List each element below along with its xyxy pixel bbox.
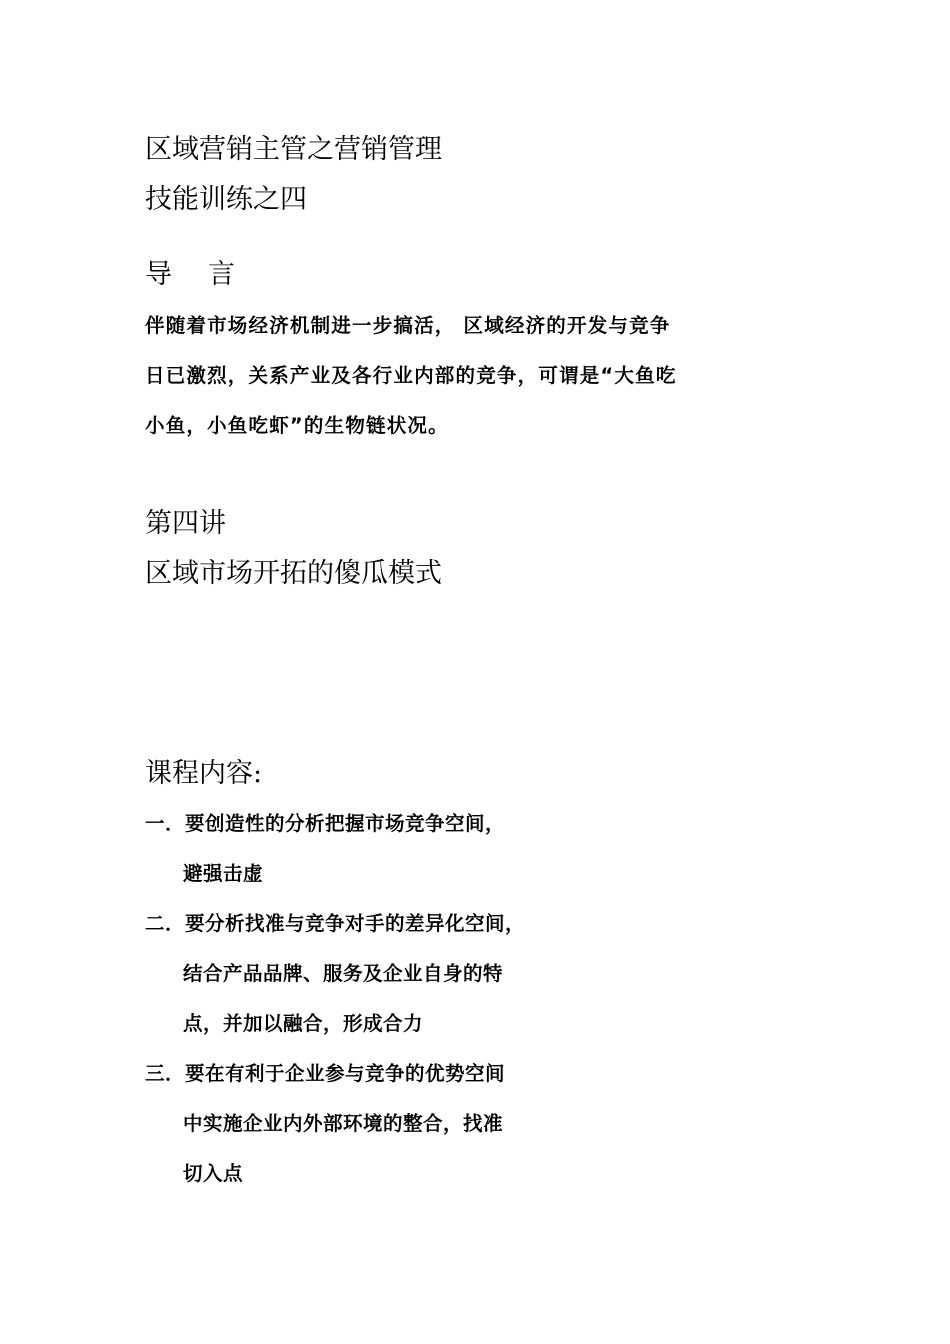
document-subtitle: 技能训练之四 <box>145 184 307 215</box>
preface-paragraph-line: 小鱼，小鱼吃虾”的生物链状况。 <box>145 414 449 437</box>
preface-heading <box>145 258 235 292</box>
course-heading: 课程内容: <box>145 758 263 789</box>
document-title: 区域营销主管之营销管理 <box>145 134 442 165</box>
preface-heading-char-1: 导 <box>145 259 172 290</box>
lecture-number: 第四讲 <box>145 508 226 539</box>
preface-heading-char-2: 言 <box>208 259 235 290</box>
course-item-3-line-3: 切入点 <box>183 1162 244 1185</box>
course-item-1-line-2: 避强击虚 <box>183 862 264 885</box>
preface-paragraph-line: 日已激烈，关系产业及各行业内部的竞争，可谓是“大鱼吃 <box>145 364 677 387</box>
course-item-2-line-2: 结合产品品牌、服务及企业自身的特 <box>183 962 504 985</box>
lecture-title: 区域市场开拓的傻瓜模式 <box>145 558 442 589</box>
course-item-1-line-1: 一．要创造性的分析把握市场竞争空间， <box>145 812 506 835</box>
course-item-2-line-3: 点，并加以融合，形成合力 <box>183 1012 424 1035</box>
course-item-3-line-2: 中实施企业内外部环境的整合，找准 <box>183 1112 504 1135</box>
preface-paragraph-line: 伴随着市场经济机制进一步搞活， 区域经济的开发与竞争 <box>145 314 671 337</box>
course-item-3-line-1: 三．要在有利于企业参与竞争的优势空间 <box>145 1062 506 1085</box>
course-item-2-line-1: 二．要分析找准与竞争对手的差异化空间， <box>145 912 526 935</box>
